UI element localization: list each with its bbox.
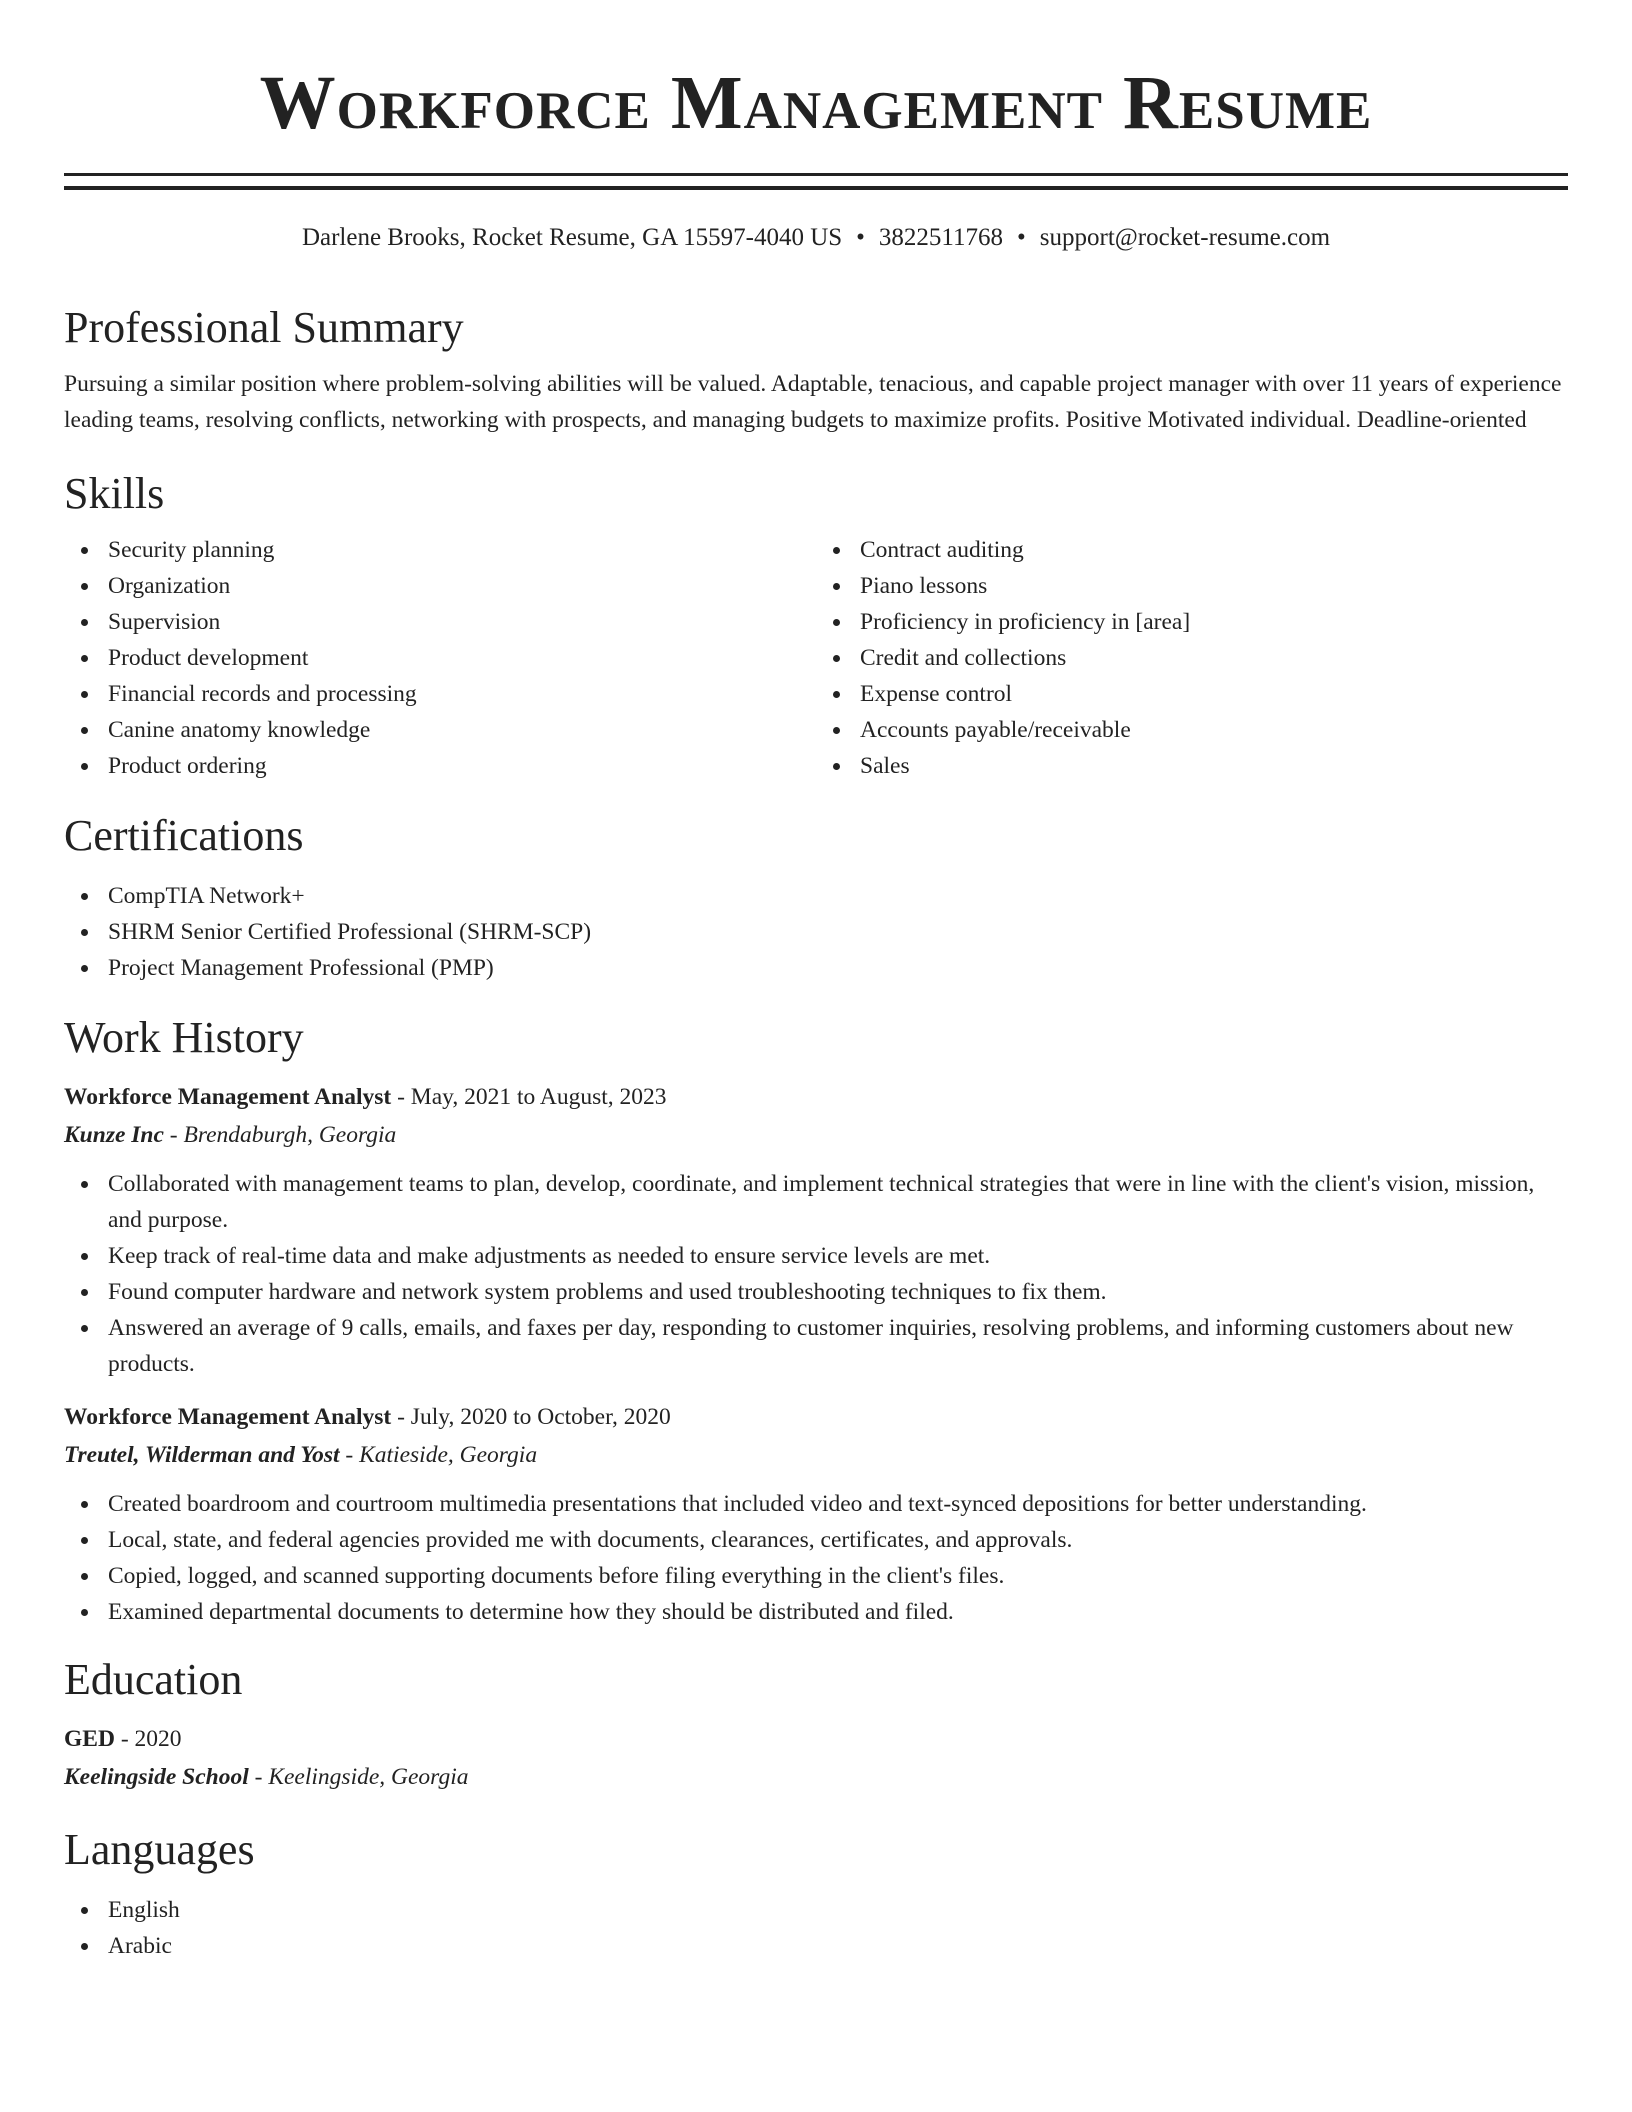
job-heading (64, 1398, 1568, 1436)
skill-item: Financial records and processing (108, 676, 816, 712)
job-bullet: Copied, logged, and scanned supporting documents before filing everything in the client's files. (108, 1558, 1568, 1594)
skills-heading: Skills (64, 469, 165, 518)
languages-heading: Languages (64, 1825, 255, 1874)
work-history-heading: Work History (64, 1013, 304, 1062)
job-bullet: Local, state, and federal agencies provided me with documents, clearances, certificates, and approvals. (108, 1522, 1568, 1558)
skill-item: Security planning (108, 532, 816, 568)
job-company: Treutel, Wilderman and Yost (64, 1442, 340, 1468)
education-location: - Keelingside, Georgia (248, 1764, 469, 1790)
skill-item: Contract auditing (860, 532, 1568, 568)
skills-list (64, 532, 1568, 784)
skill-item: Product ordering (108, 748, 816, 784)
education-school-line (64, 1758, 1568, 1796)
job-bullets (64, 1486, 1568, 1630)
skill-item: Sales (860, 748, 1568, 784)
language-item: English (108, 1892, 1568, 1928)
job-dates: - May, 2021 to August, 2023 (391, 1084, 667, 1110)
skill-item: Accounts payable/receivable (860, 712, 1568, 748)
job-bullet: Answered an average of 9 calls, emails, and faxes per day, responding to customer inquiries, resolving problems, and informing customers about new products. (108, 1310, 1568, 1382)
job-title: Workforce Management Analyst (64, 1084, 392, 1110)
certification-item: CompTIA Network+ (108, 878, 1568, 914)
job-location: - Katieside, Georgia (339, 1442, 538, 1468)
job-bullet: Keep track of real-time data and make adjustments as needed to ensure service levels are met. (108, 1238, 1568, 1274)
job-location: - Brendaburgh, Georgia (163, 1122, 397, 1148)
language-item: Arabic (108, 1928, 1568, 1964)
contact-email: support@rocket-resume.com (1039, 224, 1331, 251)
job-bullet: Examined departmental documents to determine how they should be distributed and filed. (108, 1594, 1568, 1630)
education-year: - 2020 (114, 1726, 182, 1752)
job-bullet: Found computer hardware and network system problems and used troubleshooting techniques to fix them. (108, 1274, 1568, 1310)
job-heading (64, 1078, 1568, 1116)
education-heading: Education (64, 1655, 243, 1704)
skills-column-left (64, 532, 816, 784)
certifications-list (64, 878, 1568, 986)
job-entry (64, 1398, 1568, 1630)
certification-item: SHRM Senior Certified Professional (SHRM-SCP) (108, 914, 1568, 950)
contact-phone: 3822511768 (878, 224, 1003, 251)
title-divider (64, 173, 1568, 190)
skill-item: Credit and collections (860, 640, 1568, 676)
job-entry (64, 1078, 1568, 1382)
job-title: Workforce Management Analyst (64, 1404, 392, 1430)
summary-heading: Professional Summary (64, 303, 464, 352)
job-bullets (64, 1166, 1568, 1382)
page-title: Workforce Management Resume (259, 61, 1373, 145)
job-bullet: Collaborated with management teams to plan, develop, coordinate, and implement technical strategies that were in line with the client's vision, mission, and purpose. (108, 1166, 1568, 1238)
job-employer (64, 1116, 1568, 1154)
job-employer (64, 1436, 1568, 1474)
contact-line (64, 220, 1568, 256)
education-school: Keelingside School (64, 1764, 249, 1790)
languages-list (64, 1892, 1568, 1964)
job-company: Kunze Inc (64, 1122, 164, 1148)
contact-separator: • (1017, 224, 1026, 251)
summary-text: Pursuing a similar position where problem-solving abilities will be valued. Adaptable, tenacious, and capable project manager with over 11 years of experience leading teams, resolving conflicts, networking with prospects, and managing budgets to maximize profits. Positive Motivated individual. Deadline-oriented (64, 371, 1562, 433)
skill-item: Supervision (108, 604, 816, 640)
job-dates: - July, 2020 to October, 2020 (391, 1404, 671, 1430)
skill-item: Piano lessons (860, 568, 1568, 604)
job-bullet: Created boardroom and courtroom multimedia presentations that included video and text-synced depositions for better understanding. (108, 1486, 1568, 1522)
skill-item: Product development (108, 640, 816, 676)
skills-column-right (816, 532, 1568, 784)
skill-item: Canine anatomy knowledge (108, 712, 816, 748)
skill-item: Expense control (860, 676, 1568, 712)
education-degree: GED (64, 1726, 115, 1752)
certification-item: Project Management Professional (PMP) (108, 950, 1568, 986)
skill-item: Proficiency in proficiency in [area] (860, 604, 1568, 640)
contact-address: Darlene Brooks, Rocket Resume, GA 15597-4040 US (301, 224, 843, 251)
education-degree-line (64, 1720, 1568, 1758)
certifications-heading: Certifications (64, 811, 304, 860)
skill-item: Organization (108, 568, 816, 604)
contact-separator: • (856, 224, 865, 251)
